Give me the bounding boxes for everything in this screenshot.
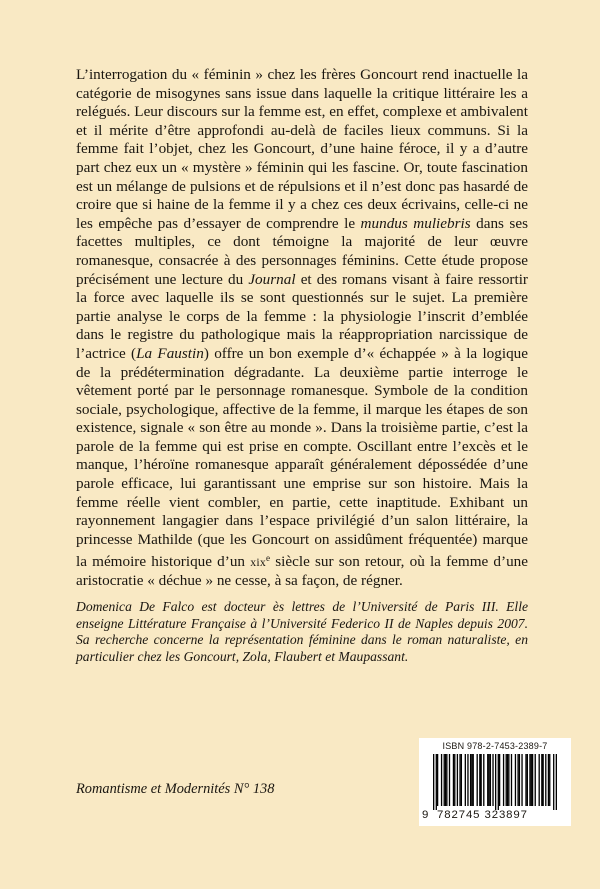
- barcode-bar: [467, 754, 468, 806]
- barcode-bar: [531, 754, 532, 806]
- barcode-bar: [471, 754, 472, 806]
- barcode-bar: [519, 754, 520, 806]
- barcode-bar: [498, 754, 499, 810]
- barcode-bar: [499, 754, 500, 806]
- barcode-bar: [470, 754, 471, 806]
- barcode-bar: [480, 754, 481, 806]
- barcode-bar: [473, 754, 474, 806]
- barcode-bar: [445, 754, 446, 806]
- barcode-bar: [503, 754, 504, 806]
- barcode-bar: [479, 754, 480, 806]
- barcode-bar: [507, 754, 508, 806]
- barcode-bar: [521, 754, 522, 806]
- ean-first-digit: 9: [422, 809, 430, 821]
- barcode-bar: [529, 754, 530, 806]
- barcode-bar: [465, 754, 466, 806]
- barcode-bar: [495, 754, 496, 810]
- barcode-bar: [483, 754, 484, 806]
- barcode-bar: [461, 754, 462, 806]
- barcode-bar: [490, 754, 491, 806]
- summary-part-5: siècle sur son retour, où la femme d’une aristocratie « déchue » ne cesse, à sa façon, de régner.: [76, 553, 528, 590]
- summary-text: [76, 66, 528, 591]
- barcode-bar: [459, 754, 460, 806]
- barcode-bar: [488, 754, 489, 806]
- author-biography: Domenica De Falco est docteur ès lettres de l’Université de Paris III. Elle enseigne Littérature Française à l’Université Federico II de Naples depuis 2007. Sa recherche concerne la représentation féminine dans le roman naturaliste, en particulier chez les Goncourt, Zola, Flaubert et Maupassant.: [76, 599, 528, 664]
- barcode-bar: [457, 754, 458, 806]
- summary-part-3: et des romans visant à faire ressortir la force avec laquelle ils se sont questionnés sur le sujet. La première partie analyse le corps de la femme : la physiologie l’inscrit d’emblée dans le registre du pathologique mais la réappropriation narcissique de l’actrice (: [76, 270, 528, 362]
- barcode-bar: [511, 754, 512, 806]
- title-journal: Journal: [248, 270, 296, 288]
- barcode-bar: [506, 754, 507, 806]
- barcode-bar: [541, 754, 542, 806]
- summary-paragraph: [76, 66, 528, 591]
- barcode-bar: [508, 754, 509, 806]
- ean-remaining-digits: 782745 323897: [437, 809, 528, 821]
- barcode-bar: [515, 754, 516, 806]
- barcode-bar: [539, 754, 540, 806]
- barcode-bar: [535, 754, 536, 806]
- barcode-bar: [444, 754, 445, 806]
- barcode-bar: [437, 754, 438, 806]
- barcode-bar: [553, 754, 554, 810]
- barcode-bar: [454, 754, 455, 806]
- barcode-bar: [548, 754, 549, 806]
- barcode-bar: [477, 754, 478, 806]
- title-mundus-muliebris: mundus muliebris: [360, 214, 471, 232]
- century-numeral: xix: [250, 555, 267, 570]
- summary-part-4: ) offre un bon exemple d’« échappée » à la logique de la prédétermination dégradante. La deuxième partie interroge le vêtement porté par le personnage romanesque. Symbole de la condition sociale, psychologique, affective de la femme, il marque les étapes de son existence, signale « son être au monde ». Dans la troisième partie, c’est la parole de la femme qui est prise en compte. Oscillant entre l’excès et le manque, l’héroïne romanesque apparaît généralement dépossédée d’une parole efficace, lui garantissant une emprise sur son histoire. Mais la femme réelle vient combler, en partie, cette inaptitude. Exhibant un rayonnement langagier dans l’espace privilégié d’un salon littéraire, la princesse Mathilde (que les Goncourt on assidûment fréquentée) marque la mémoire historique d’un: [76, 344, 529, 571]
- barcode-bars: [433, 754, 557, 810]
- barcode-bar: [527, 754, 528, 806]
- century-superscript: e: [266, 553, 271, 564]
- barcode-bar: [532, 754, 533, 806]
- barcode-bar: [492, 754, 493, 806]
- barcode-bar: [487, 754, 488, 806]
- barcode-bar: [545, 754, 546, 806]
- barcode-bar: [517, 754, 518, 806]
- barcode-bar: [453, 754, 454, 806]
- barcode-bar: [441, 754, 442, 806]
- barcode-bar: [446, 754, 447, 806]
- barcode-bar: [556, 754, 557, 810]
- barcode-bar: [449, 754, 450, 806]
- isbn-label: ISBN 978-2-7453-2389-7: [442, 741, 548, 751]
- series-title: Romantisme et Modernités N° 138: [76, 781, 275, 797]
- barcode-bar: [436, 754, 437, 810]
- barcode-bar: [525, 754, 526, 806]
- barcode: [419, 738, 571, 826]
- barcode-bar: [433, 754, 434, 810]
- title-la-faustin: La Faustin: [136, 344, 204, 362]
- barcode-bar: [549, 754, 550, 806]
- barcode-bar: [542, 754, 543, 806]
- summary-part-2: dans ses facettes multiples, ce dont témoigne la majorité de leur œuvre romanesque, consacrée à des personnages féminins. Cette étude propose précisément une lecture du: [76, 214, 528, 288]
- summary-part-1: L’interrogation du « féminin » chez les frères Goncourt rend inactuelle la catégorie de misogynes sans issue dans laquelle la critique littéraire les a relégués. Leur discours sur la femme est, en effet, complexe et ambivalent et il mérite d’être approfondi au-delà de faciles lieux communs. Si la femme fait l’objet, chez les Goncourt, d’une haine féroce, il y a d’autre part chez eux un « mystère » féminin qui les fascine. Or, toute fascination est un mélange de pulsions et de répulsions et il n’est donc pas hasardé de croire que si haine de la femme il y a chez ces deux écrivains, celle-ci ne les empêche pas d’essayer de comprendre le: [76, 66, 528, 232]
